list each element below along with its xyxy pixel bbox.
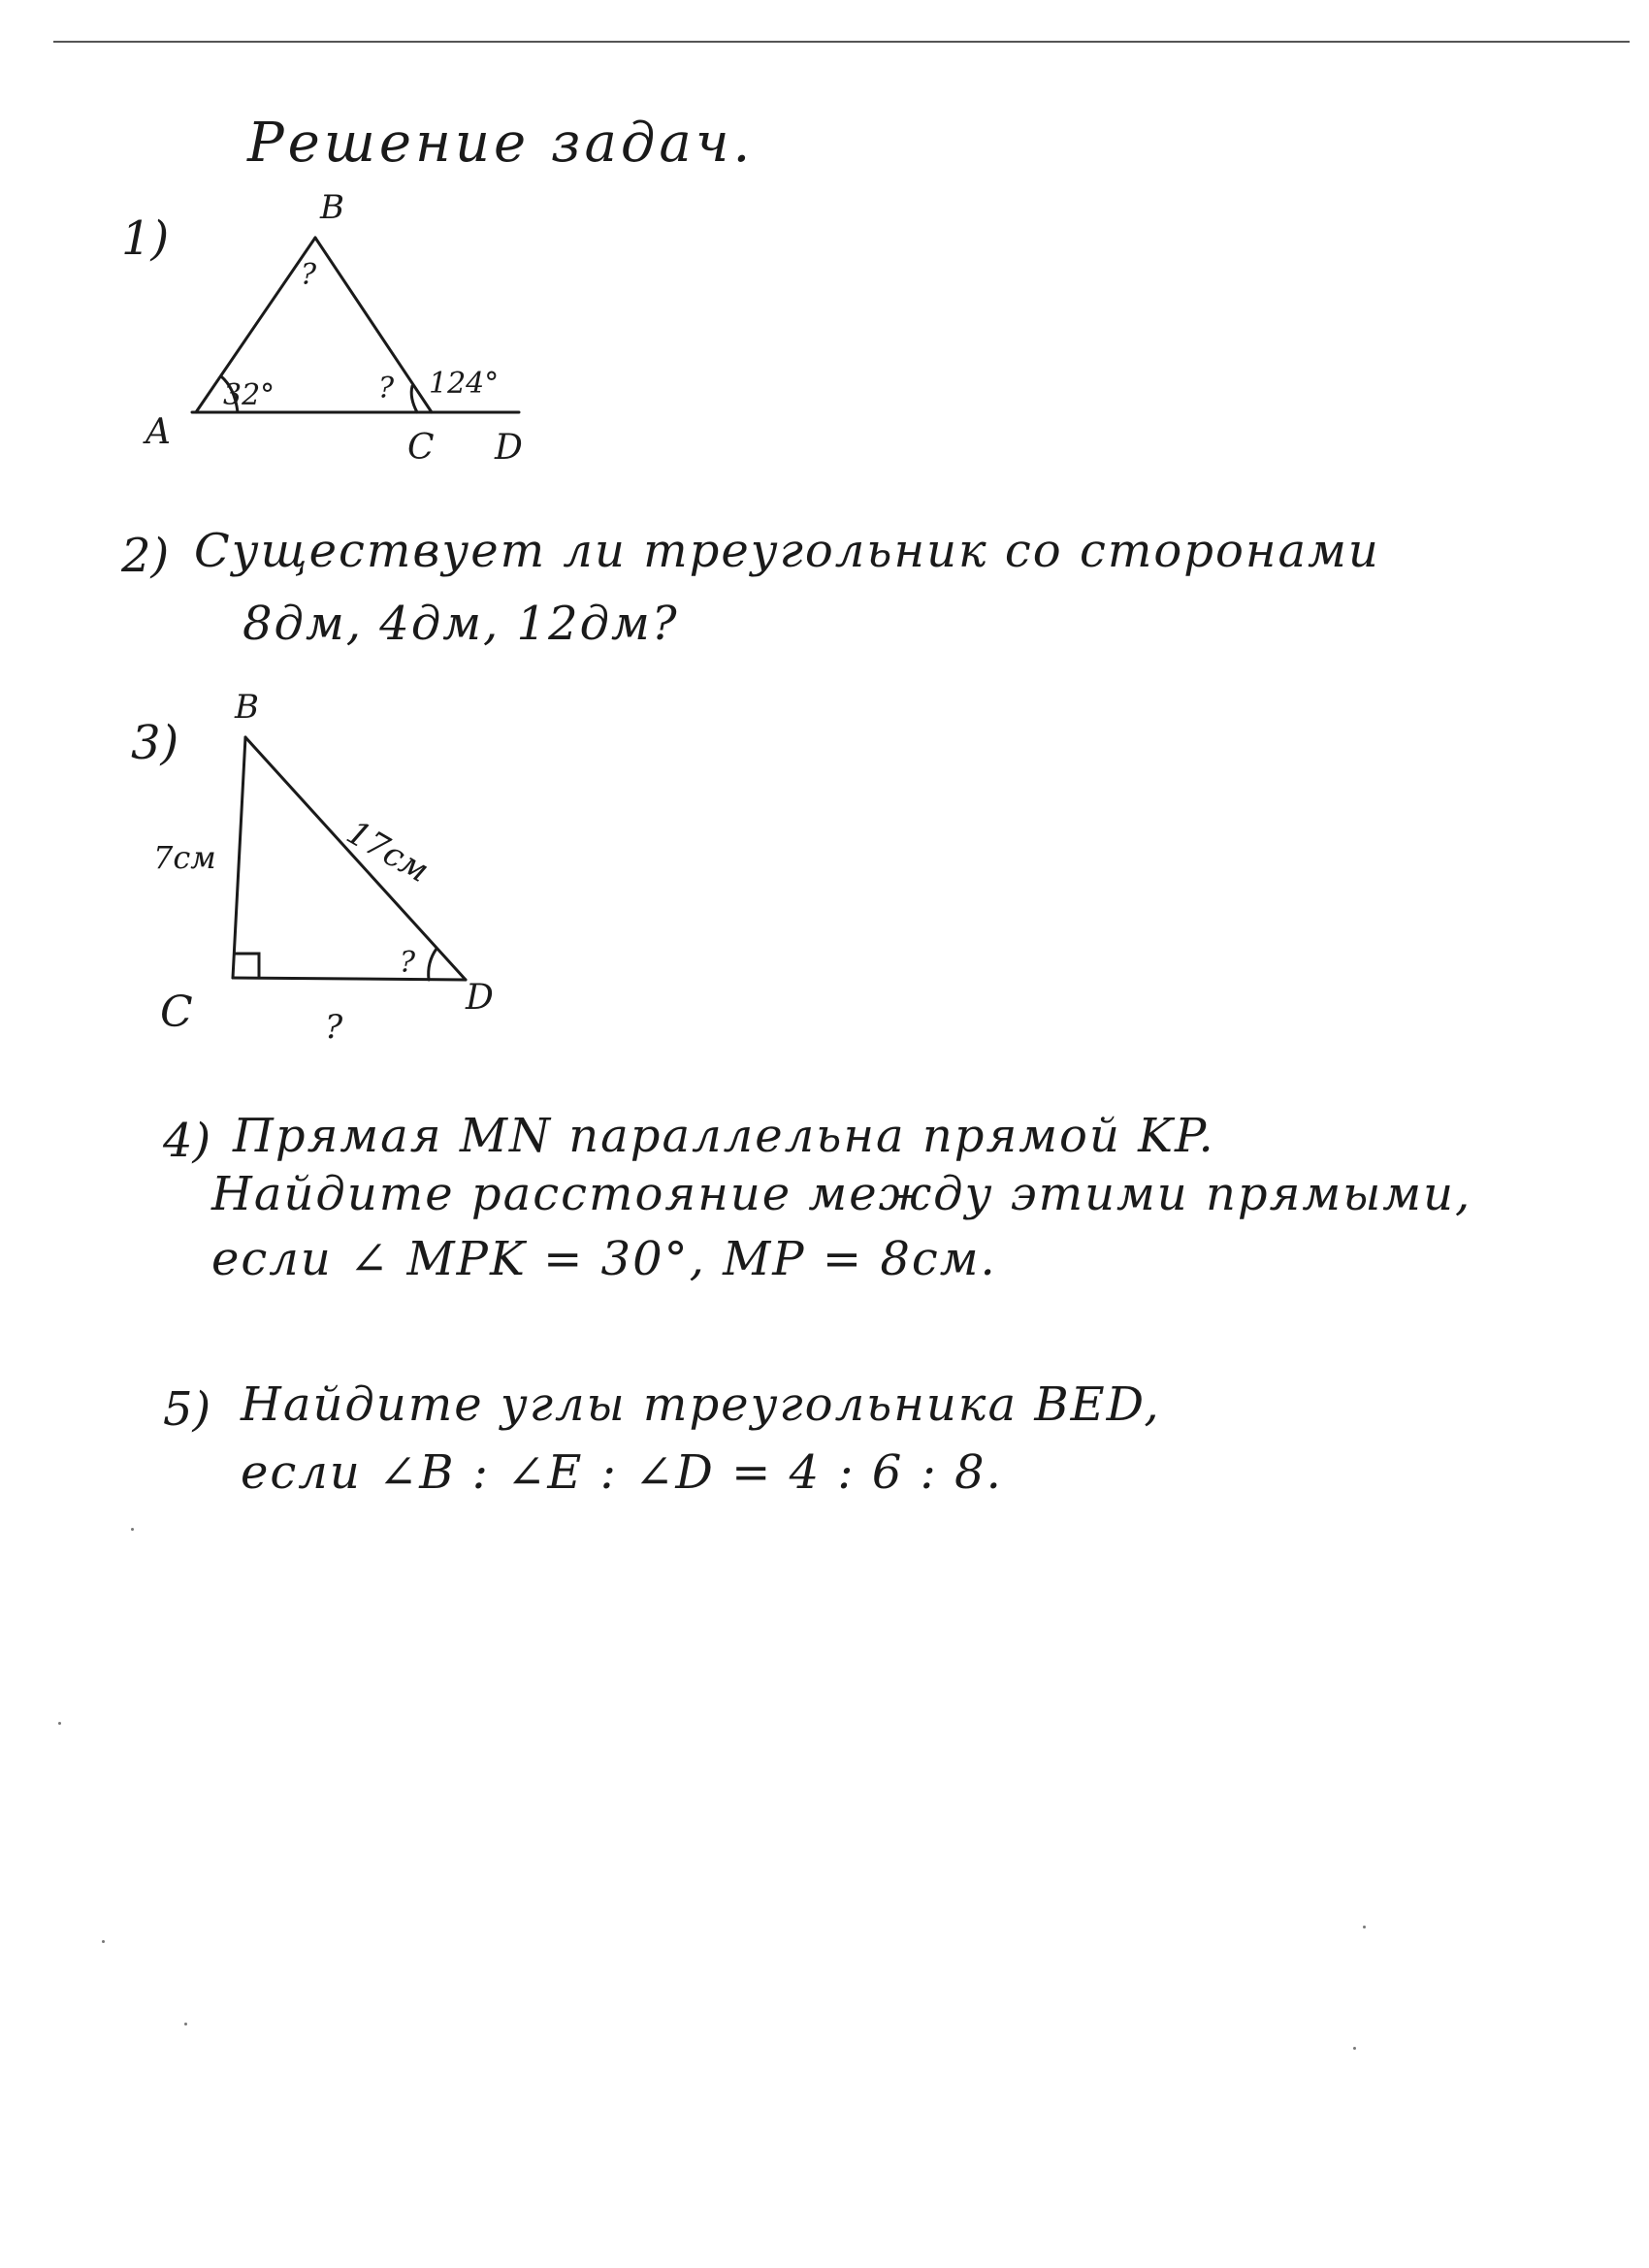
top-rule: [53, 41, 1630, 43]
problem-2-number: 2): [121, 529, 170, 583]
angle-arc-d: [429, 949, 436, 980]
vertex-label-d: D: [466, 978, 494, 1018]
side-bd-length: 17см: [340, 813, 436, 891]
problem-1-number: 1): [121, 211, 170, 266]
problem-4-line-1: Прямая MN параллельна прямой KP.: [233, 1109, 1215, 1163]
problem-4-number: 4): [163, 1114, 211, 1168]
scan-speck: [102, 1940, 105, 1943]
problem-3-right-triangle-figure: [146, 679, 553, 1067]
right-angle-marker: [235, 954, 259, 978]
angle-d-unknown: ?: [400, 946, 416, 980]
angle-a-value: 32°: [223, 378, 275, 412]
vertex-label-d: D: [495, 428, 523, 468]
scan-speck: [58, 1722, 61, 1725]
side-cd-unknown: ?: [325, 1008, 343, 1047]
vertex-label-b: B: [320, 188, 344, 227]
problem-4-line-3: если ∠ MPK = 30°, MP = 8см.: [211, 1232, 997, 1286]
side-bc-length: 7см: [153, 839, 216, 876]
problem-3-number: 3): [131, 716, 179, 770]
problem-1-triangle-figure: [136, 189, 563, 480]
scan-speck: [131, 1528, 134, 1531]
side-bc-extended: [315, 238, 432, 412]
vertex-label-c: C: [407, 428, 435, 468]
vertex-label-b: B: [235, 688, 259, 727]
scan-speck: [1353, 2047, 1356, 2050]
angle-c-unknown: ?: [378, 372, 395, 405]
page-title: Решение задач.: [247, 112, 755, 175]
problem-5-line-2: если ∠B : ∠E : ∠D = 4 : 6 : 8.: [241, 1445, 1003, 1500]
angle-b-unknown: ?: [301, 258, 317, 292]
problem-5-number: 5): [163, 1382, 211, 1437]
scan-speck: [1363, 1926, 1366, 1928]
side-cd: [233, 978, 466, 980]
problem-4-line-2: Найдите расстояние между этими прямыми,: [211, 1167, 1472, 1221]
exterior-angle-value: 124°: [429, 367, 500, 401]
scan-speck: [184, 2023, 187, 2025]
problem-2-line-1: Существует ли треугольник со сторонами: [194, 524, 1380, 578]
vertex-label-c: C: [160, 988, 193, 1037]
vertex-label-a: A: [146, 412, 171, 452]
problem-2-line-2: 8дм, 4дм, 12дм?: [242, 597, 679, 651]
problem-5-line-1: Найдите углы треугольника BED,: [241, 1377, 1161, 1432]
side-bc: [233, 737, 245, 978]
